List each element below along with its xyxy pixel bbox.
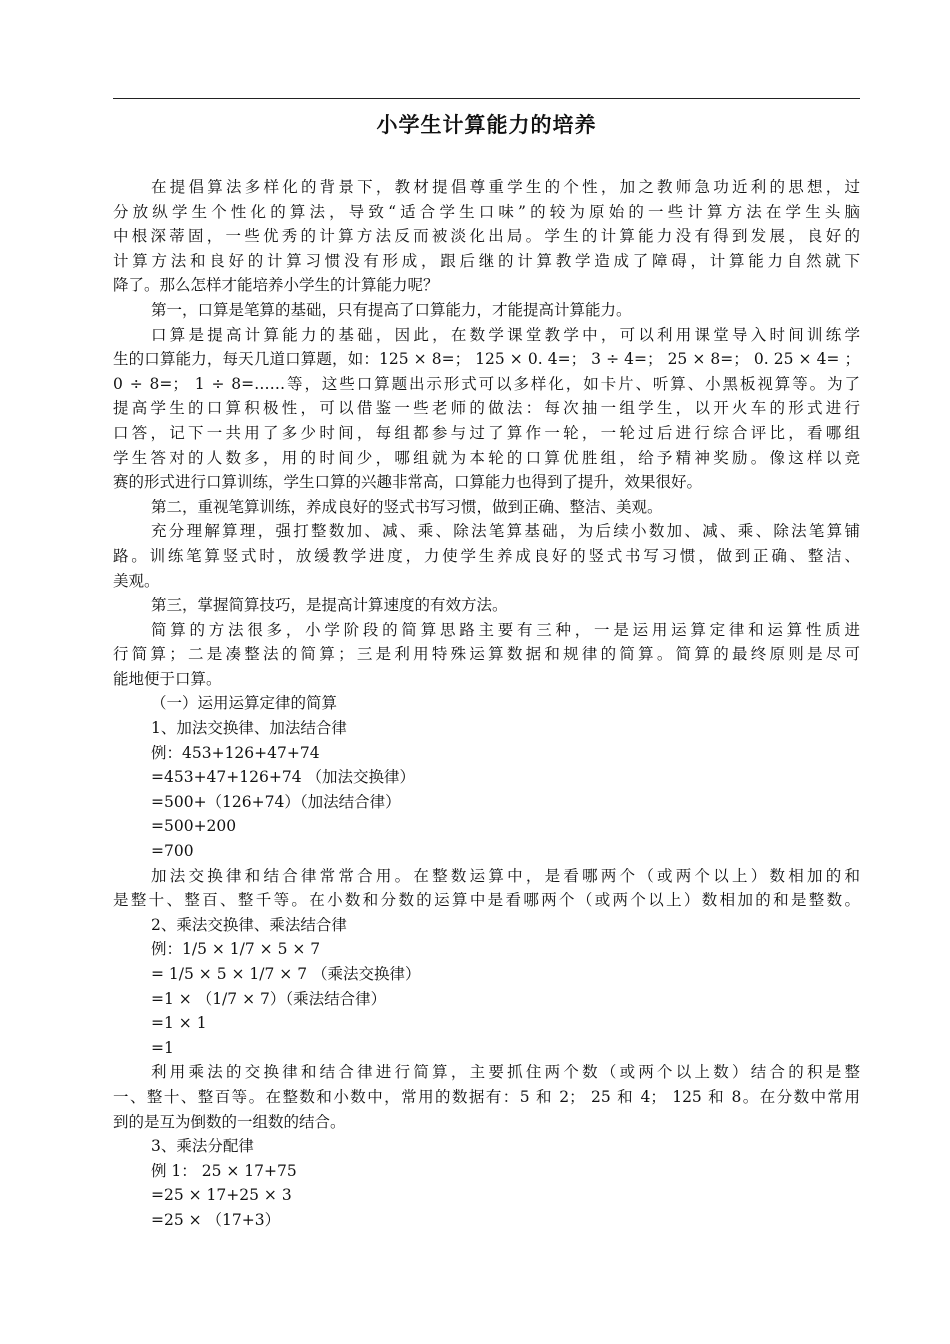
text-line: 提高学生的口算积极性，可以借鉴一些老师的做法：每次抽一组学生，以开火车的形式进行 [113, 399, 860, 418]
document-body [113, 175, 860, 1233]
text-line: 1、加法交换律、加法结合律 [151, 719, 347, 738]
text-line: （一）运用运算定律的简算 [151, 694, 338, 713]
text-line: 3、乘法分配律 [151, 1137, 254, 1156]
text-line: 2、乘法交换律、乘法结合律 [151, 915, 347, 934]
text-line: 0 ÷ 8=； 1 ÷ 8=……等，这些口算题出示形式可以多样化，如卡片、听算、小黑板视算等。为了 [113, 374, 860, 393]
text-line: 分放纵学生个性化的算法，导致“适合学生口味”的较为原始的一些计算方法在学生头脑 [113, 202, 860, 221]
text-line: =25 × 17+25 × 3 [151, 1186, 292, 1205]
text-line: 第一，口算是笔算的基础，只有提高了口算能力，才能提高计算能力。 [151, 300, 632, 319]
text-line: 中根深蒂固，一些优秀的计算方法反而被淡化出局。学生的计算能力没有得到发展，良好的 [113, 227, 860, 246]
header-rule [113, 98, 860, 99]
text-line: 路。训练笔算竖式时，放缓教学进度，力使学生养成良好的竖式书写习惯，做到正确、整洁、 [113, 546, 860, 565]
text-line: =453+47+126+74 （加法交换律） [151, 768, 415, 787]
text-line: 第三，掌握简算技巧，是提高计算速度的有效方法。 [151, 596, 508, 615]
text-line: 第二，重视笔算训练，养成良好的竖式书写习惯，做到正确、整洁、美观。 [151, 497, 663, 516]
text-line: 口答，记下一共用了多少时间，每组都参与过了算作一轮，一轮过后进行综合评比，看哪组 [113, 423, 860, 442]
text-line: 能地便于口算。 [113, 669, 222, 688]
text-line: 降了。那么怎样才能培养小学生的计算能力呢？ [113, 276, 439, 295]
text-line: 美观。 [113, 571, 160, 590]
text-line: = 1/5 × 5 × 1/7 × 7 （乘法交换律） [151, 965, 421, 983]
text-line: 赛的形式进行口算训练，学生口算的兴趣非常高，口算能力也得到了提升，效果很好。 [113, 473, 703, 492]
text-line: 口算是提高计算能力的基础，因此，在数学课堂教学中，可以利用课堂导入时间训练学 [151, 325, 860, 344]
text-line: 行简算；二是凑整法的简算；三是利用特殊运算数据和规律的简算。简算的最终原则是尽可 [113, 645, 860, 664]
document-title: 小学生计算能力的培养 [376, 112, 597, 137]
text-line: 计算方法和良好的计算习惯没有形成，跟后继的计算教学造成了障碍，计算能力自然就下 [113, 251, 860, 270]
text-line: 充分理解算理，强打整数加、减、乘、除法笔算基础，为后续小数加、减、乘、除法笔算铺 [151, 522, 860, 541]
text-line: 例：453+126+47+74 [151, 743, 320, 762]
text-line: 例：1/5 × 1/7 × 5 × 7 [151, 940, 321, 959]
text-line: 到的是互为倒数的一组数的结合。 [113, 1112, 346, 1131]
document-page [113, 0, 860, 1344]
text-line: 生的口算能力，每天几道口算题，如：125 × 8=； 125 × 0. 4=； 3 ÷ 4=； 25 × 8=； 0. 25 × 4= ； [113, 350, 860, 369]
text-line: 一、整十、整百等。在整数和小数中，常用的数据有：5 和 2； 25 和 4； 125 和 8。在分数中常用 [113, 1087, 860, 1106]
text-line: =500+200 [151, 817, 237, 836]
text-line: =1 × （1/7 × 7）（乘法结合律） [151, 989, 387, 1008]
text-line: =1 × 1 [151, 1014, 207, 1033]
text-line: =1 [151, 1038, 174, 1057]
text-line: 是整十、整百、整千等。在小数和分数的运算中是看哪两个（或两个以上）数相加的和是整数。 [113, 891, 860, 910]
text-line: =500+（126+74）（加法结合律） [151, 792, 401, 811]
text-line: 在提倡算法多样化的背景下，教材提倡尊重学生的个性，加之教师急功近利的思想，过 [151, 178, 860, 196]
text-line: 简算的方法很多，小学阶段的简算思路主要有三种，一是运用运算定律和运算性质进 [151, 620, 860, 639]
text-line: 利用乘法的交换律和结合律进行简算，主要抓住两个数（或两个以上数）结合的积是整 [151, 1063, 860, 1082]
text-line: 学生答对的人数多，用的时间少，哪组就为本轮的口算优胜组，给予精神奖励。像这样以竞 [113, 448, 860, 467]
text-line: 例 1： 25 × 17+75 [151, 1161, 297, 1180]
text-line: 加法交换律和结合律常常合用。在整数运算中，是看哪两个（或两个以上）数相加的和 [151, 866, 860, 885]
text-line: =700 [151, 842, 194, 861]
text-line: =25 × （17+3） [151, 1210, 281, 1229]
